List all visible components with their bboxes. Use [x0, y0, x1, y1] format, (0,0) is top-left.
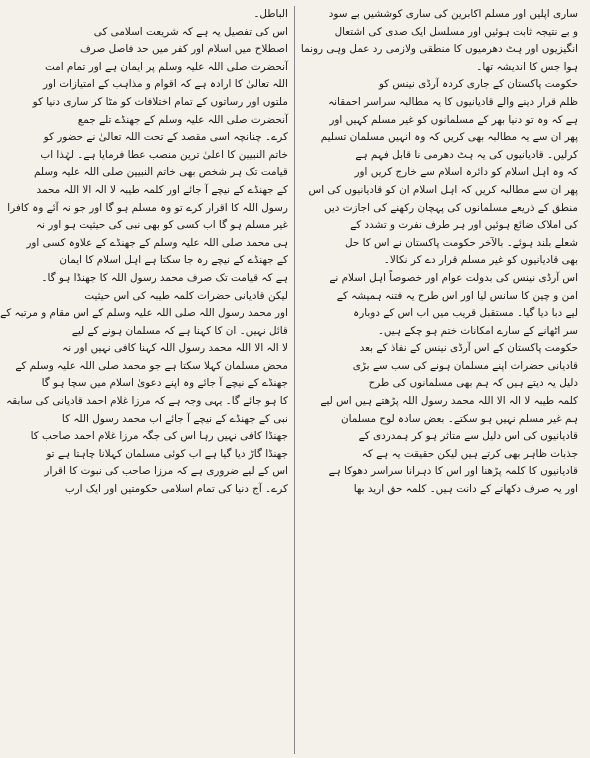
text-line: اس آرڈی نینس کی بدولت عوام اور خصوصاً اہل اسلام نے — [329, 271, 578, 284]
text-line: ہے کہ قیامت تک صرف محمد رسول اللہ کا جھنڈا ہو گا۔ — [41, 271, 288, 284]
text-line: و بے نتیجہ ثابت ہوئیں اور مسلسل ایک صدی کی اشتعال — [334, 25, 578, 38]
text-line: آنحضرت صلی اللہ علیہ وسلم کے جھنڈے تلے جمع — [77, 113, 288, 126]
text-line: ظلم قرار دینے والے قادیانیوں کا یہ مطالبہ سراسر احمقانہ — [328, 95, 578, 108]
text-line: دلیل یہ دیتے ہیں کہ ہم بھی مسلمانوں کی طرح — [368, 377, 578, 390]
text-line: قادیانیوں کی اس دلیل سے متاثر ہو کر ہمدردی کے — [358, 430, 578, 443]
text-line: بھی قادیانیوں کو غیر مسلم قرار دے کر نکالا۔ — [383, 254, 578, 267]
text-line: ہم غیر مسلم نہیں ہو سکتے۔ بعض سادہ لوح مسلمان — [340, 412, 578, 425]
text-line: پھر ان سے یہ مطالبہ بھی کریں کہ وہ انہیں مسلمان تسلیم — [320, 131, 578, 144]
text-line: کرے۔ آج دنیا کی تمام اسلامی حکومتیں اور ایک ارب — [64, 483, 288, 496]
text-line: ہوا جس کا اندیشہ تھا۔ — [476, 60, 578, 73]
text-line: اس کی تفصیل یہ ہے کہ شریعت اسلامی کی — [93, 25, 288, 38]
text-line: آنحضرت صلی اللہ علیہ وسلم پر ایمان ہے اور تمام امت — [44, 60, 288, 73]
text-line: انگیزیوں اور ہٹ دھرمیوں کا منطقی ولازمی رد عمل وہی رونما — [300, 43, 578, 56]
text-line: محض مسلمان کہلا سکتا ہے جو محمد صلی اللہ علیہ وسلم کے — [15, 359, 288, 372]
text-line: نبی کے جھنڈے کے نیچے آ جائے اب محمد رسول اللہ کا — [61, 412, 288, 425]
text-line: ساری اپلیں اور مسلم اکابرین کی ساری کوششیں بے سود — [328, 8, 578, 20]
text-line: جھنڈا کافی نہیں رہا اس کی جگہ مرزا غلام احمد صاحب کا — [30, 430, 288, 443]
text-line: خاتم النبیین کا اعلیٰ ترین منصب عطا فرمایا ہے۔ لہٰذا اب — [40, 148, 288, 161]
text-line: کا ہو جائے گا۔ یہی وجہ ہے کہ مرزا غلام احمد قادیانی کی سابقہ — [6, 395, 288, 408]
text-line: ملتوں اور رساتوں کے تمام اختلافات کو مٹا کر ساری دنیا کو — [32, 95, 288, 108]
text-line: الباطل۔ — [253, 8, 288, 20]
text-line: اللہ تعالیٰ کا ارادہ ہے کہ اقوام و مذاہب کے امتیازات اور — [42, 78, 288, 91]
column-middle — [0, 6, 295, 754]
text-line: لیکن قادیانی حضرات کلمہ طیبہ کی اس حیثیت — [84, 289, 288, 302]
text-line: قادیانی حضرات اپنے مسلمان ہونے کی سب سے بڑی — [352, 359, 578, 372]
text-line: رسول اللہ کا اقرار کرے تو وہ مسلم ہو گا اور جو نہ آئے وہ کافرا — [7, 201, 288, 214]
text-line: جذبات ظاہر بھی کرتے ہیں لیکن حقیقت یہ ہے کہ — [361, 447, 578, 460]
text-line: سر اٹھانے کے سارے امکانات ختم ہو چکے ہیں۔ — [377, 324, 578, 337]
text-line: کہ وہ اہل اسلام کو دائرہ اسلام سے خارج کریں اور — [354, 166, 578, 179]
text-line: کے جھنڈے کے نیچے آ جائے اور کلمہ طیبہ لا الہ الا اللہ محمد — [36, 183, 288, 196]
text-line: اور یہ صرف دکھانے کے دانت ہیں۔ کلمہ حق ارید بھا — [353, 483, 578, 496]
text-line: لا الہ الا اللہ محمد رسول اللہ کہنا کافی نہیں اور نہ — [62, 342, 288, 355]
text-line: قائل نہیں۔ ان کا کہنا ہے کہ مسلمان ہونے کے لیے — [71, 324, 288, 337]
text-line: کلمہ طیبہ لا الہ الا اللہ محمد رسول اللہ پڑھتے ہیں اس لیے — [320, 395, 578, 408]
text-line: اس کے لیے ضروری ہے کہ مرزا صاحب کی نبوت کا اقرار — [44, 465, 288, 478]
text-line: اصطلاح میں اسلام اور کفر میں حد فاصل صرف — [80, 43, 288, 56]
text-line: کے جھنڈے کے نیچے رہ جا سکتا ہے اہل اسلام کا ایمان — [59, 254, 288, 267]
text-line: منطق کے ذریعے مسلمانوں کی پہچان رکھنے کی اجازت دیں — [323, 201, 578, 214]
text-line: جھنڈا گاڑ دیا گیا ہے اب کوئی مسلمان کہلانا چاہتا ہے تو — [46, 447, 288, 460]
text-line: ہے کہ وہ تو دنیا بھر کے مسلمانوں کو غیر مسلم کہیں اور — [329, 113, 578, 126]
text-line: کرے۔ چنانچہ اسی مقصد کے تحت اللہ تعالیٰ نے حضور کو — [43, 131, 288, 144]
text-line: لیے دبا دیا گیا۔ مستقبل قریب میں اب اس کے دوبارہ — [353, 307, 578, 320]
text-line: قیامت تک ہر شخص بھی خاتم النبیین صلی اللہ علیہ وسلم — [33, 166, 288, 179]
text-line: شعلے بلند ہوئے۔ بالآخر حکومت پاکستان نے اس کا حل — [344, 236, 578, 249]
text-line: ہی محمد صلی اللہ علیہ وسلم کے جھنڈے کے علاوہ کسی اور — [26, 236, 288, 249]
text-line: امن و چین کا سانس لیا اور اس طرح یہ فتنہ ہمیشہ کے — [336, 289, 578, 302]
text-line: قادیانیوں کا کلمہ پڑھنا اور اس کا دہرانا سراسر دھوکا ہے — [328, 465, 578, 478]
text-line: حکومت پاکستان کے اس آرڈی نینس کے نفاذ کے بعد — [359, 342, 578, 355]
text-line: اور محمد رسول اللہ صلی اللہ علیہ وسلم کے اس مقام و مرتبہ کے — [0, 307, 288, 320]
text-line: غیر مسلم ہو گا اب کسی کو بھی نبی کی حیثیت ہو اور نہ — [36, 219, 288, 232]
text-line: کرلیں۔ قادیانیوں کی یہ ہٹ دھرمی نا قابل فہم ہے — [355, 148, 578, 161]
text-line: جھنڈے کے نیچے آ جائے وہ اپنے دعویٰ اسلام میں سچا ہو گا — [41, 377, 288, 390]
column-right — [295, 6, 584, 754]
text-line: حکومت پاکستان کے جاری کردہ آرڈی نینس کو — [378, 78, 578, 91]
text-line: کی املاک ضائع ہوئیں اور ہر طرف نفرت و تشدد کے — [350, 219, 578, 232]
text-line: پھر ان سے مطالبہ کریں کہ اہل اسلام ان کو قادیانیوں کی اس — [308, 183, 578, 196]
